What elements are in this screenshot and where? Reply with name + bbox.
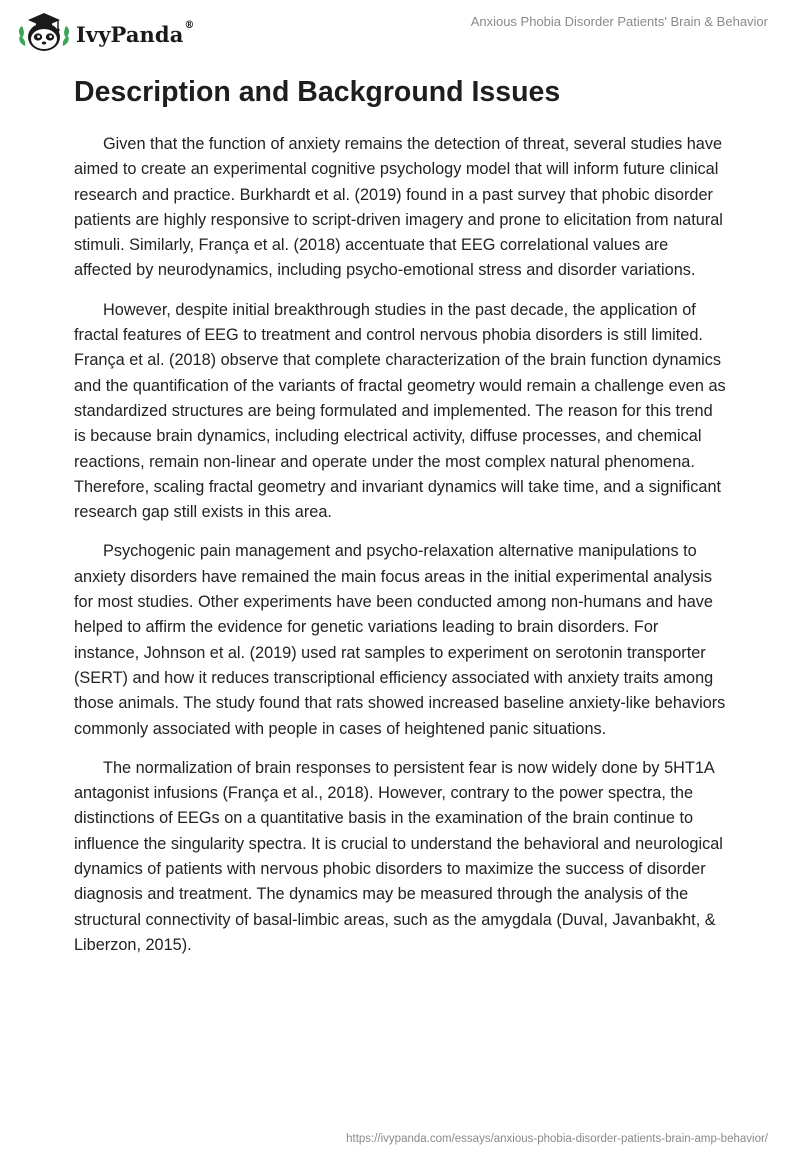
panda-graduate-icon xyxy=(16,8,72,56)
paragraph: The normalization of brain responses to persistent fear is now widely done by 5HT1A antagonist infusions (França et al., 2018). However, contrary to the power spectra, the distinctions of EEGs on a quantitative basis in the examination of the brain continue to influence the singularity spectra. It is crucial to understand the behavioral and neurological dynamics of patients with nervous phobic disorders to maximize the success of disorder diagnosis and treatment. The dynamics may be measured through the analysis of the structural connectivity of basal-limbic areas, such as the amygdala (Duval, Javanbakht, & Liberzon, 2015). xyxy=(74,758,723,954)
article-body xyxy=(74,70,726,972)
source-url[interactable]: https://ivypanda.com/essays/anxious-phobia-disorder-patients-brain-amp-behavior/ xyxy=(346,1133,768,1145)
paragraph: Psychogenic pain management and psycho-relaxation alternative manipulations to anxiety disorders have remained the main focus areas in the initial experimental analysis for most studies. Other experiments have been conducted among non-humans and have helped to affirm the evidence for genetic variations leading to brain disorders. For instance, Johnson et al. (2019) used rat samples to experiment on serotonin transporter (SERT) and how it reduces transcriptional efficiency associated with anxiety traits among those animals. The study found that rats showed increased baseline anxiety-like behaviors commonly associated with people in cases of heightened panic situations. xyxy=(74,542,726,738)
document-header-title: Anxious Phobia Disorder Patients' Brain & Behavior xyxy=(470,14,768,29)
registered-mark: ® xyxy=(184,19,195,31)
page-header xyxy=(0,0,800,64)
section-heading: Description and Background Issues xyxy=(74,76,561,108)
paragraph: However, despite initial breakthrough studies in the past decade, the application of fractal features of EEG to treatment and control nervous phobia disorders is still limited. França et al. (2018) observe that complete characterization of the brain function dynamics and the quantification of the variants of fractal geometry would remain a challenge even as standardized structures are being formulated and implemented. The reason for this trend is because brain dynamics, including electrical activity, diffuse processes, and chemical reactions, remain non-linear and operate under the most complex natural phenomena. Therefore, scaling fractal geometry and invariant dynamics will take time, and a significant research gap still exists in this area. xyxy=(74,300,726,522)
brand-logo[interactable] xyxy=(16,8,195,56)
brand-name xyxy=(76,19,195,47)
paragraph: Given that the function of anxiety remains the detection of threat, several studies have aimed to create an experimental cognitive psychology model that will inform future clinical research and practice. Burkhardt et al. (2019) found in a past survey that phobic disorder patients are highly responsive to script-driven imagery and prone to elicitation from natural stimuli. Similarly, França et al. (2018) accentuate that EEG correlational values are affected by neurodynamics, including psycho-emotional stress and disorder variations. xyxy=(74,135,723,280)
brand-name-text: IvyPanda xyxy=(76,21,184,47)
